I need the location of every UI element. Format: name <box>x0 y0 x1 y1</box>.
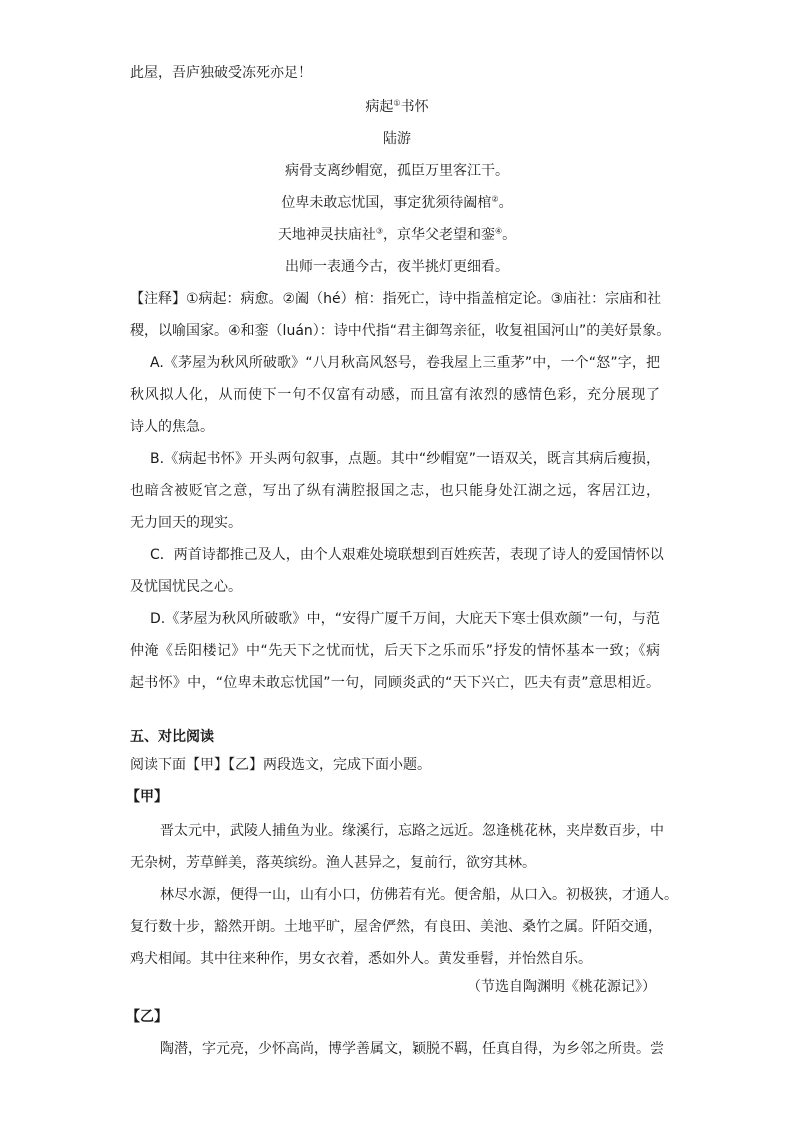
yi-line-1: 陶潜，字元亮，少怀高尚，博学善属文，颖脱不羁，任真自得，为乡邻之所贵。尝 <box>160 1041 664 1057</box>
option-c-line-2: 及忧国忧民之心。 <box>130 579 242 595</box>
poem-author: 陆游 <box>383 131 411 147</box>
passage-yi-label: 【乙】 <box>126 1009 168 1025</box>
option-a-line-2: 秋风拟人化，从而使下一句不仅富有动感，而且富有浓烈的感情色彩，充分展现了 <box>130 387 660 403</box>
previous-poem-last-line: 此屋，吾庐独破受冻死亦足！ <box>130 65 312 81</box>
jia-line-5: 鸡犬相闻。其中往来种作，男女衣着，悉如外人。黄发垂髫，并怡然自乐。 <box>130 951 592 967</box>
poem-title: 病起①书怀 <box>365 98 429 115</box>
option-a-line-1: A.《茅屋为秋风所破歌》“八月秋高风怒号，卷我屋上三重茅”中，一个“怒”字，把 <box>150 355 660 371</box>
poem-line-1: 病骨支离纱帽宽，孤臣万里客江干。 <box>285 163 509 179</box>
jia-line-3: 林尽水源，便得一山，山有小口，仿佛若有光。便舍船，从口入。初极狭，才通人。 <box>160 887 678 903</box>
option-d-line-3: 起书怀》中，“位卑未敢忘忧国”一句，同顾炎武的“天下兴亡，匹夫有责”意思相近。 <box>130 675 660 691</box>
option-a-line-3: 诗人的焦急。 <box>130 419 214 435</box>
jia-line-2: 无杂树，芳草鲜美，落英缤纷。渔人甚异之，复前行，欲穷其林。 <box>130 855 536 871</box>
option-d-line-1: D.《茅屋为秋风所破歌》中，“安得广厦千万间，大庇天下寒士俱欢颜”一句，与范 <box>150 611 660 627</box>
notes-line-2: 稷，以喻国家。④和銮（luán）：诗中代指“君主御驾亲征，收复祖国河山”的美好景象。 <box>130 323 671 339</box>
section-instruction: 阅读下面【甲】【乙】两段选文，完成下面小题。 <box>130 757 431 773</box>
section-heading: 五、对比阅读 <box>130 729 214 745</box>
notes-line-1: 【注释】①病起：病愈。②阖（hé）棺：指死亡，诗中指盖棺定论。③庙社：宗庙和社 <box>130 291 662 307</box>
poem-line-3: 天地神灵扶庙社③，京华父老望和銮④。 <box>277 226 517 243</box>
jia-line-1: 晋太元中，武陵人捕鱼为业。缘溪行，忘路之远近。忽逢桃花林，夹岸数百步，中 <box>160 823 664 839</box>
poem-line-2: 位卑未敢忘忧国，事定犹须待阖棺②。 <box>281 194 513 211</box>
jia-source: （节选自陶渊明《桃花源记》） <box>467 979 656 995</box>
passage-jia-label: 【甲】 <box>126 789 168 805</box>
poem-line-4: 出师一表通今古，夜半挑灯更细看。 <box>285 259 509 275</box>
option-d-line-2: 仲淹《岳阳楼记》中“先天下之忧而忧，后天下之乐而乐”抒发的情怀基本一致；《病 <box>130 643 660 659</box>
option-b-line-3: 无力回天的现实。 <box>130 515 242 531</box>
option-b-line-1: B.《病起书怀》开头两句叙事，点题。其中“纱帽宽”一语双关，既言其病后瘦损， <box>150 451 660 467</box>
option-c-line-1: C．两首诗都推己及人，由个人艰难处境联想到百姓疾苦，表现了诗人的爱国情怀以 <box>150 547 664 563</box>
jia-line-4: 复行数十步，豁然开朗。土地平旷，屋舍俨然，有良田、美池、桑竹之属。阡陌交通， <box>130 919 662 935</box>
option-b-line-2: 也暗含被贬官之意，写出了纵有满腔报国之志，也只能身处江湖之远，客居江边， <box>130 483 660 499</box>
